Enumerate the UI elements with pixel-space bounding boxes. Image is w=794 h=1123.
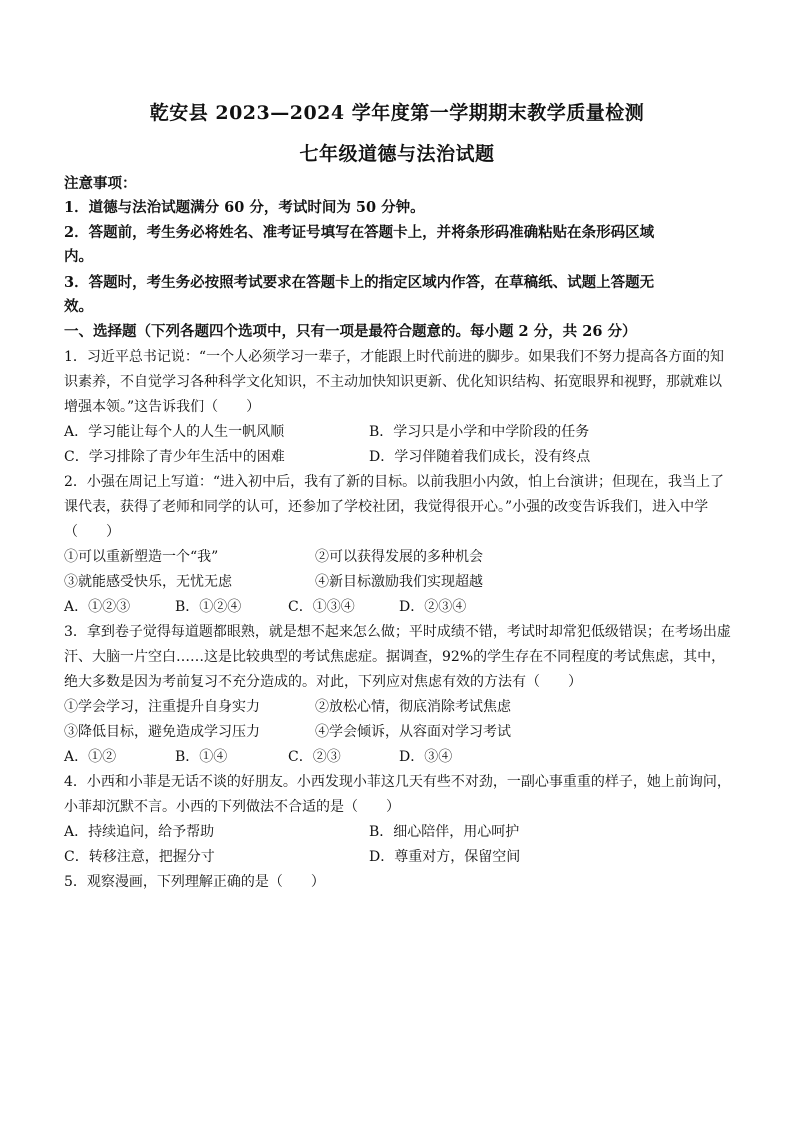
- question-2-option-a: A．①②③: [64, 599, 131, 615]
- question-2-statement: ③就能感受快乐，无忧无虑: [64, 574, 232, 590]
- question-4-text: 小菲却沉默不言。小西的下列做法不合适的是（ ）: [64, 799, 400, 815]
- question-5-text: 5．观察漫画，下列理解正确的是（ ）: [64, 874, 325, 890]
- question-4-option-c: C．转移注意，把握分寸: [64, 849, 215, 865]
- question-4-option-d: D．尊重对方，保留空间: [369, 849, 521, 865]
- question-3-option-b: B．①④: [175, 749, 228, 765]
- page-title: 乾安县 2023—2024 学年度第一学期期末教学质量检测: [149, 102, 645, 124]
- question-2-option-d: D．②③④: [399, 599, 467, 615]
- question-1-option-c: C．学习排除了青少年生活中的困难: [64, 449, 285, 465]
- question-3-option-a: A．①②: [64, 749, 117, 765]
- question-2-text: 2．小强在周记上写道：“进入初中后，我有了新的目标。以前我胆小内敛，怕上台演讲；但现在，我当上了: [64, 474, 725, 490]
- question-1-text: 识素养，不自觉学习各种科学文化知识，不主动加快知识更新、优化知识结构、拓宽眼界和视野，那就难以: [64, 374, 722, 390]
- notice-item: 2．答题前，考生务必将姓名、准考证号填写在答题卡上，并将条形码准确粘贴在条形码区域: [64, 224, 655, 241]
- question-1-option-d: D．学习伴随着我们成长，没有终点: [369, 449, 591, 465]
- question-4-text: 4．小西和小菲是无话不谈的好朋友。小西发现小菲这几天有些不对劲，一副心事重重的样子，她上前询问，: [64, 774, 731, 790]
- question-2-statement: ①可以重新塑造一个“我”: [64, 549, 219, 565]
- notice-item: 3．答题时，考生务必按照考试要求在答题卡上的指定区域内作答，在草稿纸、试题上答题无: [64, 274, 655, 291]
- question-4-option-a: A．持续追问，给予帮助: [64, 824, 215, 840]
- question-1-text: 1．习近平总书记说：“一个人必须学习一辈子，才能跟上时代前进的脚步。如果我们不努力提高各方面的知: [64, 349, 725, 365]
- notice-item: 效。: [64, 298, 93, 315]
- question-1-option-a: A．学习能让每个人的人生一帆风顺: [64, 424, 285, 440]
- question-3-statement: ③降低目标，避免造成学习压力: [64, 724, 260, 740]
- question-3-statement: ②放松心情，彻底消除考试焦虑: [315, 699, 511, 715]
- question-3-text: 汗、大脑一片空白……这是比较典型的考试焦虑症。据调查，92%的学生存在不同程度的考试焦虑，其中，: [64, 649, 726, 665]
- question-2-option-b: B．①②④: [175, 599, 242, 615]
- question-4-option-b: B．细心陪伴，用心呵护: [369, 824, 520, 840]
- notice-item: 1．道德与法治试题满分 60 分，考试时间为 50 分钟。: [64, 199, 425, 216]
- question-3-option-d: D．③④: [399, 749, 453, 765]
- question-1-text: 增强本领。”这告诉我们（ ）: [64, 399, 261, 415]
- question-3-statement: ④学会倾诉，从容面对学习考试: [315, 724, 511, 740]
- question-2-text: 课代表，获得了老师和同学的认可，还参加了学校社团，我觉得很开心。”小强的改变告诉我们，进入中学: [64, 499, 709, 515]
- page-subtitle: 七年级道德与法治试题: [299, 143, 495, 165]
- question-3-text: 绝大多数是因为考前复习不充分造成的。对此，下列应对焦虑有效的方法有（ ）: [64, 674, 582, 690]
- question-3-text: 3．拿到卷子觉得每道题都眼熟，就是想不起来怎么做；平时成绩不错，考试时却常犯低级错误；在考场出虚: [64, 624, 731, 640]
- question-2-text: （ ）: [64, 524, 120, 540]
- notice-item: 内。: [64, 248, 93, 265]
- question-3-option-c: C．②③: [288, 749, 341, 765]
- question-2-statement: ②可以获得发展的多种机会: [315, 549, 483, 565]
- section-heading: 一、选择题（下列各题四个选项中，只有一项是最符合题意的。每小题 2 分，共 26 分）: [64, 323, 637, 340]
- question-3-statement: ①学会学习，注重提升自身实力: [64, 699, 260, 715]
- question-1-option-b: B．学习只是小学和中学阶段的任务: [369, 424, 590, 440]
- question-2-statement: ④新目标激励我们实现超越: [315, 574, 483, 590]
- question-2-option-c: C．①③④: [288, 599, 355, 615]
- notice-heading: 注意事项：: [64, 175, 137, 192]
